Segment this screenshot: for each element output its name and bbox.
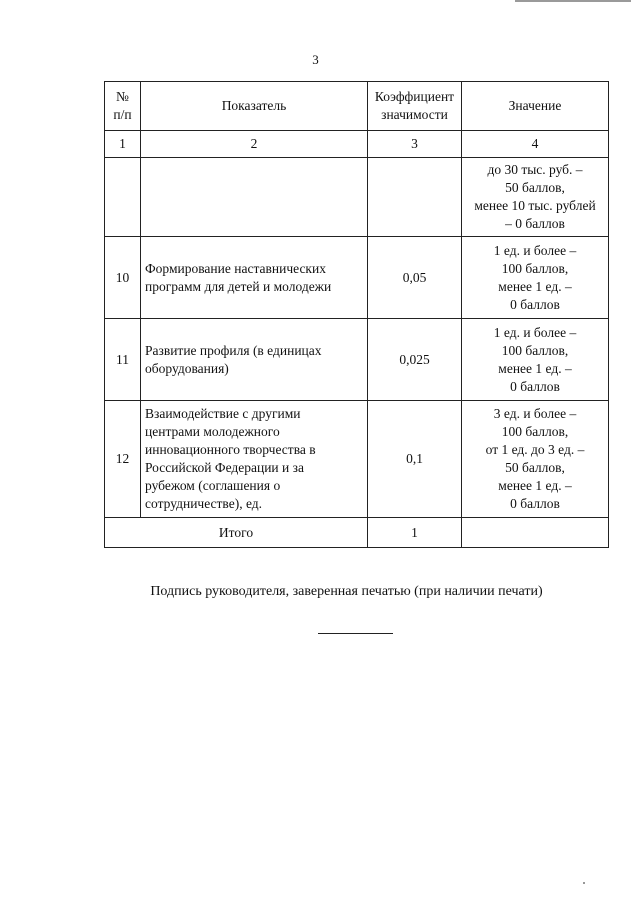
- row-coefficient: 0,025: [368, 319, 462, 401]
- total-value: [462, 518, 609, 548]
- row-value: 1 ед. и более – 100 баллов, менее 1 ед. – 0 баллов: [462, 319, 609, 401]
- row-coefficient: 0,05: [368, 237, 462, 319]
- row-indicator: Взаимодействие с другими центрами молодежного инновационного творчества в Российской Федерации и за рубежом (соглашения о сотрудничестве), ед.: [141, 401, 368, 518]
- column-number: 2: [141, 131, 368, 158]
- row-num: 10: [105, 237, 141, 319]
- row-coefficient: 0,1: [368, 401, 462, 518]
- column-number: 1: [105, 131, 141, 158]
- column-number: 3: [368, 131, 462, 158]
- signature-line: [318, 633, 393, 634]
- row-value: 3 ед. и более – 100 баллов, от 1 ед. до 3 ед. – 50 баллов, менее 1 ед. – 0 баллов: [462, 401, 609, 518]
- row-indicator: Формирование наставнических программ для детей и молодежи: [141, 237, 368, 319]
- header-num: № п/п: [105, 82, 141, 131]
- table-row: [105, 319, 609, 401]
- header-value: Значение: [462, 82, 609, 131]
- column-numbers-row: [105, 131, 609, 158]
- row-indicator: Развитие профиля (в единицах оборудования): [141, 319, 368, 401]
- row-value: 1 ед. и более – 100 баллов, менее 1 ед. – 0 баллов: [462, 237, 609, 319]
- total-label: Итого: [105, 518, 368, 548]
- row-value: до 30 тыс. руб. – 50 баллов, менее 10 тыс. рублей – 0 баллов: [462, 158, 609, 237]
- column-number: 4: [462, 131, 609, 158]
- scan-speck: [583, 882, 585, 884]
- table-row: [105, 237, 609, 319]
- table-row: [105, 158, 609, 237]
- header-indicator: Показатель: [141, 82, 368, 131]
- table-header-row: [105, 82, 609, 131]
- row-coefficient: [368, 158, 462, 237]
- top-edge-rule: [515, 0, 631, 2]
- row-num: 11: [105, 319, 141, 401]
- row-num: 12: [105, 401, 141, 518]
- row-num: [105, 158, 141, 237]
- total-row: [105, 518, 609, 548]
- signature-caption: Подпись руководителя, заверенная печатью (при наличии печати): [150, 584, 543, 599]
- header-coefficient: Коэффициент значимости: [368, 82, 462, 131]
- total-coefficient: 1: [368, 518, 462, 548]
- row-indicator: [141, 158, 368, 237]
- indicators-table: [104, 81, 609, 548]
- table-row: [105, 401, 609, 518]
- page-number: 3: [312, 52, 319, 67]
